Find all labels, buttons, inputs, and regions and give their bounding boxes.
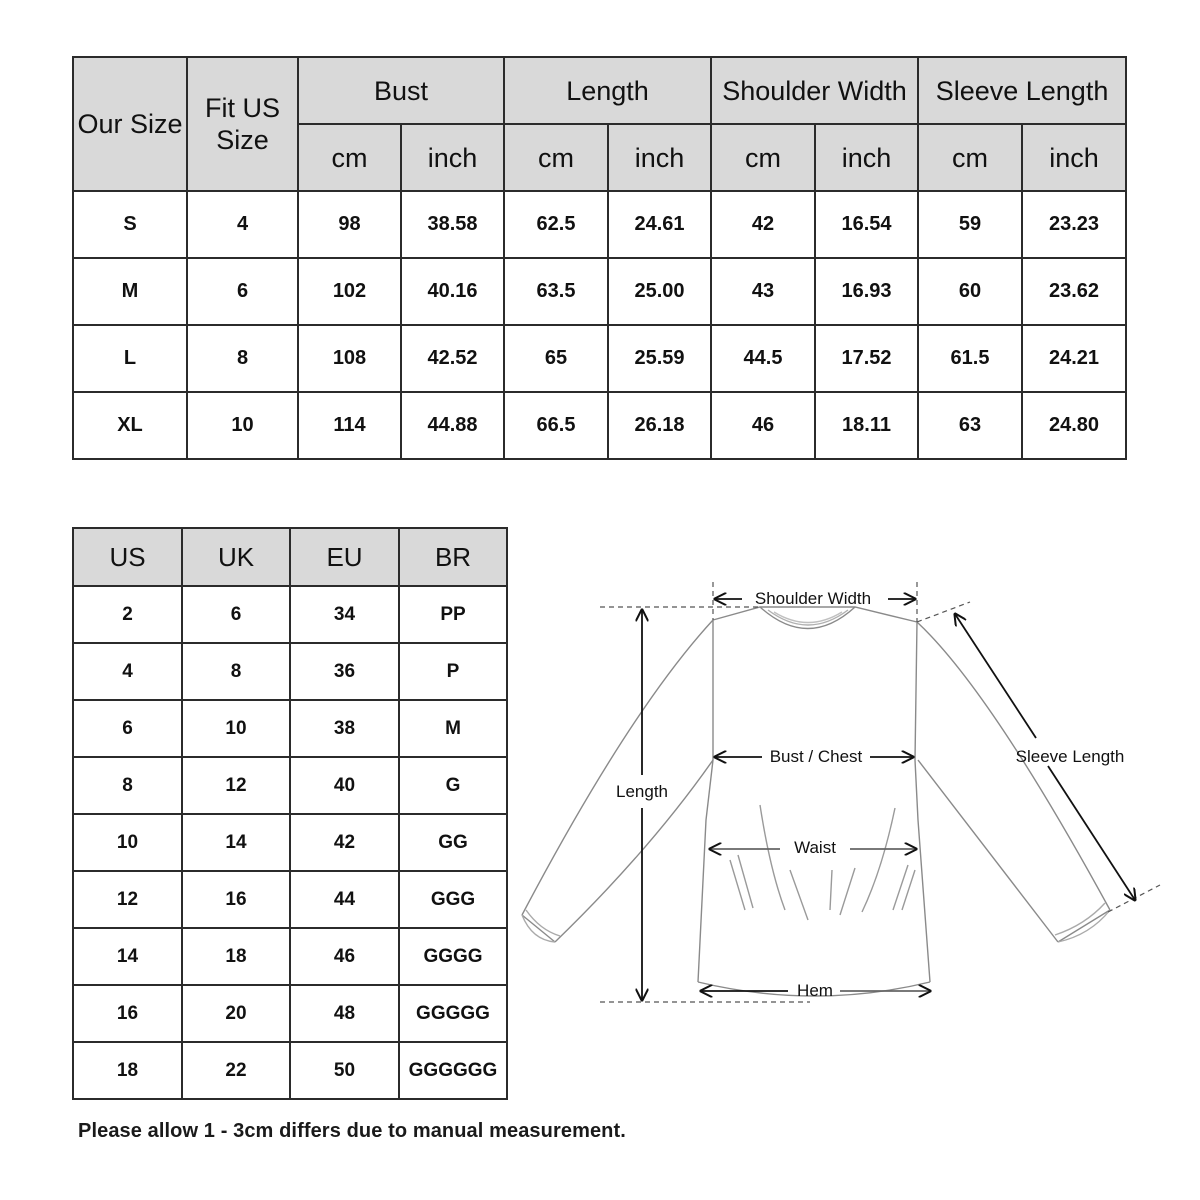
table-row <box>73 325 1126 392</box>
cell-fit-us: 6 <box>187 258 298 325</box>
cell-us: 2 <box>73 586 182 643</box>
cell-us: 4 <box>73 643 182 700</box>
guide-lines <box>600 582 1160 1002</box>
cell-br: G <box>399 757 507 814</box>
cell-value: 23.62 <box>1022 258 1126 325</box>
cell-eu: 36 <box>290 643 399 700</box>
table-row <box>73 392 1126 459</box>
cell-value: 44.5 <box>711 325 815 392</box>
header-uk: UK <box>182 528 290 586</box>
garment-measurement-diagram <box>510 570 1190 1030</box>
table-row <box>73 586 507 643</box>
header-us: US <box>73 528 182 586</box>
cell-eu: 34 <box>290 586 399 643</box>
cell-value: 114 <box>298 392 401 459</box>
header-br: BR <box>399 528 507 586</box>
header-sleeve-length: Sleeve Length <box>918 57 1126 124</box>
cell-value: 23.23 <box>1022 191 1126 258</box>
cell-eu: 50 <box>290 1042 399 1099</box>
cell-value: 63 <box>918 392 1022 459</box>
cell-value: 18.11 <box>815 392 918 459</box>
cell-eu: 44 <box>290 871 399 928</box>
cell-uk: 18 <box>182 928 290 985</box>
cell-eu: 38 <box>290 700 399 757</box>
cell-value: 46 <box>711 392 815 459</box>
cell-eu: 42 <box>290 814 399 871</box>
cell-uk: 22 <box>182 1042 290 1099</box>
cell-value: 60 <box>918 258 1022 325</box>
cell-our-size: XL <box>73 392 187 459</box>
cell-value: 16.93 <box>815 258 918 325</box>
unit-header: inch <box>401 124 504 191</box>
cell-uk: 8 <box>182 643 290 700</box>
cell-value: 42 <box>711 191 815 258</box>
cell-value: 24.21 <box>1022 325 1126 392</box>
unit-header: cm <box>504 124 608 191</box>
cell-value: 65 <box>504 325 608 392</box>
cell-value: 61.5 <box>918 325 1022 392</box>
cell-value: 26.18 <box>608 392 711 459</box>
cell-value: 102 <box>298 258 401 325</box>
cell-br: P <box>399 643 507 700</box>
cell-value: 25.59 <box>608 325 711 392</box>
cell-value: 44.88 <box>401 392 504 459</box>
label-length: Length <box>616 782 668 801</box>
cell-br: PP <box>399 586 507 643</box>
cell-eu: 40 <box>290 757 399 814</box>
cell-uk: 16 <box>182 871 290 928</box>
cell-us: 16 <box>73 985 182 1042</box>
cell-value: 40.16 <box>401 258 504 325</box>
unit-header: inch <box>815 124 918 191</box>
cell-br: GG <box>399 814 507 871</box>
table-row <box>73 871 507 928</box>
cell-uk: 20 <box>182 985 290 1042</box>
header-bust: Bust <box>298 57 504 124</box>
table-row <box>73 928 507 985</box>
unit-header: cm <box>711 124 815 191</box>
header-eu: EU <box>290 528 399 586</box>
cell-our-size: S <box>73 191 187 258</box>
cell-us: 12 <box>73 871 182 928</box>
cell-value: 63.5 <box>504 258 608 325</box>
unit-header: inch <box>608 124 711 191</box>
cell-fit-us: 10 <box>187 392 298 459</box>
cell-value: 17.52 <box>815 325 918 392</box>
cell-uk: 14 <box>182 814 290 871</box>
cell-br: GGGGGG <box>399 1042 507 1099</box>
cell-value: 24.80 <box>1022 392 1126 459</box>
cell-value: 59 <box>918 191 1022 258</box>
header-shoulder-width: Shoulder Width <box>711 57 918 124</box>
unit-header: cm <box>298 124 401 191</box>
label-shoulder-width: Shoulder Width <box>754 589 872 608</box>
cell-us: 10 <box>73 814 182 871</box>
table-row <box>73 985 507 1042</box>
cell-uk: 6 <box>182 586 290 643</box>
table-row <box>73 191 1126 258</box>
cell-value: 42.52 <box>401 325 504 392</box>
cell-value: 62.5 <box>504 191 608 258</box>
table-row <box>73 814 507 871</box>
cell-us: 8 <box>73 757 182 814</box>
cell-us: 6 <box>73 700 182 757</box>
cell-our-size: L <box>73 325 187 392</box>
size-conversion-table <box>72 527 508 1100</box>
cell-br: M <box>399 700 507 757</box>
header-our-size: Our Size <box>73 57 187 191</box>
size-chart-group-header-row <box>73 57 1126 124</box>
label-waist: Waist <box>794 838 836 857</box>
cell-us: 18 <box>73 1042 182 1099</box>
header-length: Length <box>504 57 711 124</box>
cell-eu: 48 <box>290 985 399 1042</box>
size-chart-table <box>72 56 1127 460</box>
cell-uk: 12 <box>182 757 290 814</box>
header-fit-us-size: Fit US Size <box>187 57 298 191</box>
cell-uk: 10 <box>182 700 290 757</box>
cell-value: 25.00 <box>608 258 711 325</box>
cell-value: 38.58 <box>401 191 504 258</box>
cell-eu: 46 <box>290 928 399 985</box>
label-sleeve-length: Sleeve Length <box>1015 747 1125 766</box>
cell-br: GGGGG <box>399 985 507 1042</box>
shirt-outline <box>522 607 1110 996</box>
unit-header: cm <box>918 124 1022 191</box>
table-row <box>73 1042 507 1099</box>
table-row <box>73 643 507 700</box>
cell-fit-us: 8 <box>187 325 298 392</box>
cell-value: 66.5 <box>504 392 608 459</box>
cell-br: GGG <box>399 871 507 928</box>
cell-value: 16.54 <box>815 191 918 258</box>
measurement-note: Please allow 1 - 3cm differs due to manual measurement. <box>78 1120 626 1142</box>
cell-our-size: M <box>73 258 187 325</box>
cell-fit-us: 4 <box>187 191 298 258</box>
shirt-illustration <box>510 570 1190 1030</box>
cell-value: 24.61 <box>608 191 711 258</box>
table-row <box>73 258 1126 325</box>
unit-header: inch <box>1022 124 1126 191</box>
cell-us: 14 <box>73 928 182 985</box>
cell-value: 98 <box>298 191 401 258</box>
cell-value: 108 <box>298 325 401 392</box>
table-row <box>73 757 507 814</box>
cell-br: GGGG <box>399 928 507 985</box>
cell-value: 43 <box>711 258 815 325</box>
table-row <box>73 700 507 757</box>
label-bust-chest: Bust / Chest <box>769 747 863 766</box>
conversion-header-row <box>73 528 507 586</box>
label-hem: Hem <box>797 981 833 1000</box>
